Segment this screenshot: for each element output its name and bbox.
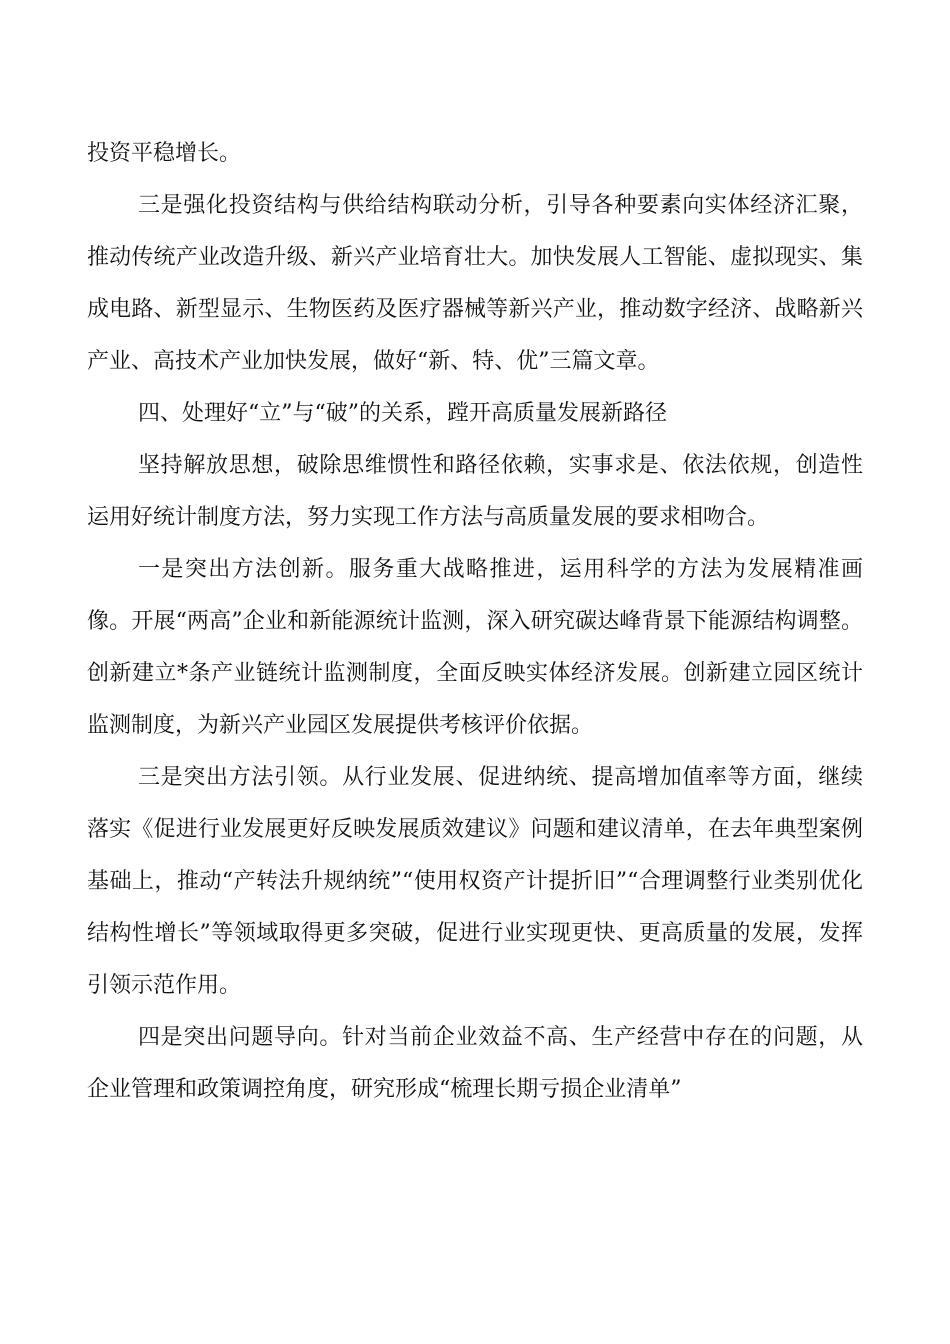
section-heading-four: 四、处理好“立”与“破”的关系，蹚开高质量发展新路径 bbox=[138, 401, 667, 426]
paragraph-investment-structure: 三是强化投资结构与供给结构联动分析，引导各种要素向实体经济汇聚，推动传统产业改造升级、新兴产业培育壮大。加快发展人工智能、虚拟现实、集成电路、新型显示、生物医药及医疗器械等新兴产业，推动数字经济、战略新兴产业、高技术产业加快发展，做好“新、特、优”三篇文章。 bbox=[87, 193, 863, 374]
paragraph-method-leadership: 三是突出方法引领。从行业发展、促进纳统、提高增加值率等方面，继续落实《促进行业发展更好反映发展质效建议》问题和建议清单，在去年典型案例基础上，推动“产转法升规纳统”“使用权资产计提折旧”“合理调整行业类别优化结构性增长”等领域取得更多突破，促进行业实现更快、更高质量的发展，发挥引领示范作用。 bbox=[87, 765, 863, 998]
paragraph-problem-orientation: 四是突出问题导向。针对当前企业效益不高、生产经营中存在的问题，从企业管理和政策调控角度，研究形成“梳理长期亏损企业清单” bbox=[87, 1025, 863, 1102]
paragraph-investment-growth: 投资平稳增长。 bbox=[87, 141, 242, 166]
paragraph-emancipate-mind: 坚持解放思想，破除思维惯性和路径依赖，实事求是、依法依规，创造性运用好统计制度方法，努力实现工作方法与高质量发展的要求相吻合。 bbox=[87, 453, 863, 530]
document-body bbox=[87, 128, 863, 1116]
paragraph-method-innovation: 一是突出方法创新。服务重大战略推进，运用科学的方法为发展精准画像。开展“两高”企业和新能源统计监测，深入研究碳达峰背景下能源结构调整。创新建立*条产业链统计监测制度，全面反映实体经济发展。创新建立园区统计监测制度，为新兴产业园区发展提供考核评价依据。 bbox=[87, 557, 863, 738]
